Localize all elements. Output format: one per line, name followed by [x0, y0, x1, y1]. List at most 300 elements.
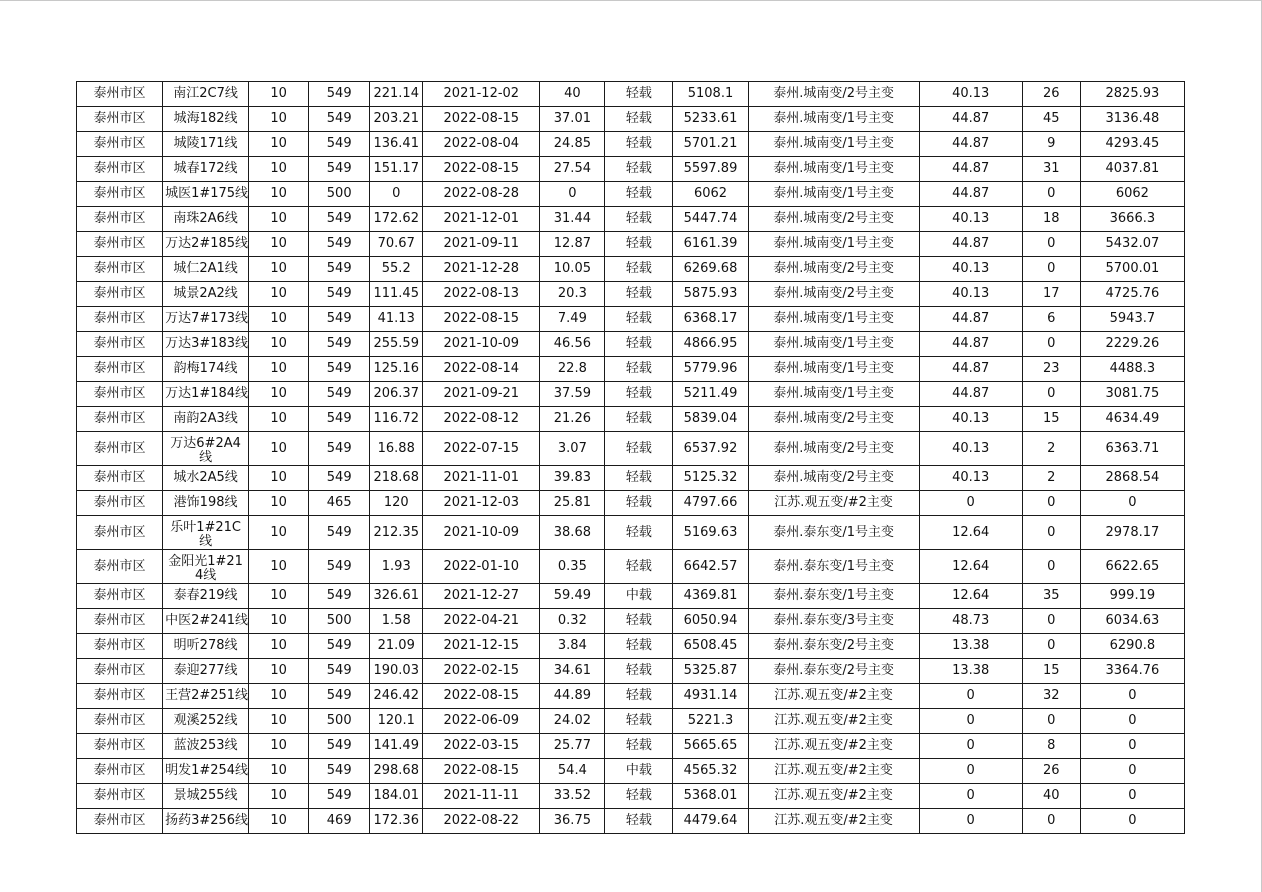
cell-remaining: 4488.3 [1080, 357, 1184, 382]
cell-line-name: 南韵2A3线 [163, 407, 249, 432]
cell-transformer: 泰州.泰东变/2号主变 [748, 634, 919, 659]
cell-transformer: 泰州.城南变/1号主变 [748, 382, 919, 407]
cell-margin: 4479.64 [673, 809, 748, 834]
cell-margin: 4866.95 [673, 332, 748, 357]
cell-voltage: 10 [249, 659, 309, 684]
cell-transformer: 泰州.城南变/1号主变 [748, 182, 919, 207]
cell-margin: 5665.65 [673, 734, 748, 759]
table-row [77, 257, 1185, 282]
table-row [77, 759, 1185, 784]
cell-date: 2021-12-01 [423, 207, 540, 232]
cell-count: 0 [1022, 516, 1080, 550]
cell-transformer: 江苏.观五变/#2主变 [748, 784, 919, 809]
cell-date: 2021-10-09 [423, 516, 540, 550]
cell-count: 0 [1022, 809, 1080, 834]
cell-margin: 5211.49 [673, 382, 748, 407]
table-row [77, 550, 1185, 584]
cell-transformer: 泰州.城南变/2号主变 [748, 432, 919, 466]
cell-current: 125.16 [370, 357, 423, 382]
cell-current: 326.61 [370, 584, 423, 609]
cell-transformer-load: 40.13 [919, 282, 1022, 307]
cell-remaining: 4725.76 [1080, 282, 1184, 307]
cell-voltage: 10 [249, 550, 309, 584]
cell-line-name: 明发1#254线 [163, 759, 249, 784]
cell-rated-capacity: 500 [309, 182, 370, 207]
cell-margin: 5368.01 [673, 784, 748, 809]
cell-line-name: 城景2A2线 [163, 282, 249, 307]
cell-remaining: 5700.01 [1080, 257, 1184, 282]
cell-load-rate: 10.05 [540, 257, 605, 282]
cell-transformer: 泰州.城南变/2号主变 [748, 257, 919, 282]
table-row [77, 584, 1185, 609]
cell-current: 70.67 [370, 232, 423, 257]
cell-load-rate: 33.52 [540, 784, 605, 809]
cell-count: 31 [1022, 157, 1080, 182]
cell-transformer-load: 44.87 [919, 307, 1022, 332]
cell-margin: 5779.96 [673, 357, 748, 382]
cell-rated-capacity: 549 [309, 107, 370, 132]
cell-area: 泰州市区 [77, 107, 163, 132]
cell-date: 2021-12-28 [423, 257, 540, 282]
cell-area: 泰州市区 [77, 491, 163, 516]
cell-count: 0 [1022, 257, 1080, 282]
cell-transformer-load: 40.13 [919, 82, 1022, 107]
cell-load-status: 轻载 [605, 182, 673, 207]
cell-area: 泰州市区 [77, 734, 163, 759]
cell-date: 2022-08-15 [423, 107, 540, 132]
cell-voltage: 10 [249, 709, 309, 734]
cell-count: 15 [1022, 407, 1080, 432]
cell-rated-capacity: 549 [309, 584, 370, 609]
cell-current: 111.45 [370, 282, 423, 307]
cell-rated-capacity: 549 [309, 516, 370, 550]
cell-remaining: 6290.8 [1080, 634, 1184, 659]
cell-margin: 5447.74 [673, 207, 748, 232]
cell-current: 120 [370, 491, 423, 516]
cell-load-rate: 21.26 [540, 407, 605, 432]
cell-line-name: 景城255线 [163, 784, 249, 809]
cell-load-status: 轻载 [605, 382, 673, 407]
cell-count: 2 [1022, 466, 1080, 491]
cell-rated-capacity: 549 [309, 157, 370, 182]
cell-load-rate: 37.59 [540, 382, 605, 407]
cell-date: 2022-08-22 [423, 809, 540, 834]
table-row [77, 659, 1185, 684]
cell-load-rate: 39.83 [540, 466, 605, 491]
cell-voltage: 10 [249, 182, 309, 207]
cell-line-name: 韵梅174线 [163, 357, 249, 382]
cell-load-status: 轻载 [605, 734, 673, 759]
cell-transformer-load: 0 [919, 784, 1022, 809]
cell-transformer-load: 40.13 [919, 407, 1022, 432]
table-row [77, 282, 1185, 307]
table-row [77, 734, 1185, 759]
cell-load-status: 轻载 [605, 82, 673, 107]
table-row [77, 784, 1185, 809]
cell-voltage: 10 [249, 157, 309, 182]
cell-load-rate: 24.85 [540, 132, 605, 157]
cell-rated-capacity: 549 [309, 432, 370, 466]
cell-load-status: 轻载 [605, 282, 673, 307]
cell-remaining: 3666.3 [1080, 207, 1184, 232]
cell-margin: 4797.66 [673, 491, 748, 516]
cell-margin: 4565.32 [673, 759, 748, 784]
table-body [77, 82, 1185, 834]
cell-date: 2022-08-15 [423, 759, 540, 784]
cell-date: 2022-08-04 [423, 132, 540, 157]
cell-load-status: 轻载 [605, 157, 673, 182]
cell-transformer-load: 44.87 [919, 357, 1022, 382]
cell-voltage: 10 [249, 357, 309, 382]
cell-load-rate: 37.01 [540, 107, 605, 132]
cell-rated-capacity: 549 [309, 382, 370, 407]
cell-rated-capacity: 549 [309, 784, 370, 809]
cell-transformer: 江苏.观五变/#2主变 [748, 734, 919, 759]
cell-voltage: 10 [249, 634, 309, 659]
cell-load-rate: 22.8 [540, 357, 605, 382]
table-row [77, 307, 1185, 332]
cell-voltage: 10 [249, 257, 309, 282]
cell-margin: 5875.93 [673, 282, 748, 307]
cell-current: 172.62 [370, 207, 423, 232]
cell-load-status: 轻载 [605, 516, 673, 550]
cell-current: 212.35 [370, 516, 423, 550]
cell-rated-capacity: 549 [309, 357, 370, 382]
cell-remaining: 2978.17 [1080, 516, 1184, 550]
cell-date: 2021-11-11 [423, 784, 540, 809]
cell-transformer-load: 0 [919, 759, 1022, 784]
cell-transformer-load: 0 [919, 709, 1022, 734]
cell-date: 2022-08-15 [423, 684, 540, 709]
cell-voltage: 10 [249, 232, 309, 257]
cell-remaining: 2868.54 [1080, 466, 1184, 491]
cell-transformer-load: 13.38 [919, 634, 1022, 659]
cell-voltage: 10 [249, 407, 309, 432]
cell-voltage: 10 [249, 382, 309, 407]
cell-area: 泰州市区 [77, 82, 163, 107]
cell-load-status: 轻载 [605, 634, 673, 659]
cell-transformer-load: 0 [919, 684, 1022, 709]
cell-margin: 6508.45 [673, 634, 748, 659]
cell-load-rate: 34.61 [540, 659, 605, 684]
cell-count: 0 [1022, 232, 1080, 257]
table-row [77, 466, 1185, 491]
cell-count: 6 [1022, 307, 1080, 332]
cell-transformer: 江苏.观五变/#2主变 [748, 759, 919, 784]
cell-transformer-load: 12.64 [919, 584, 1022, 609]
cell-load-rate: 46.56 [540, 332, 605, 357]
cell-transformer-load: 12.64 [919, 516, 1022, 550]
cell-area: 泰州市区 [77, 609, 163, 634]
cell-load-status: 轻载 [605, 784, 673, 809]
cell-voltage: 10 [249, 332, 309, 357]
cell-load-status: 轻载 [605, 609, 673, 634]
cell-count: 32 [1022, 684, 1080, 709]
cell-transformer-load: 44.87 [919, 157, 1022, 182]
cell-load-rate: 20.3 [540, 282, 605, 307]
table-row [77, 82, 1185, 107]
cell-date: 2022-01-10 [423, 550, 540, 584]
cell-current: 141.49 [370, 734, 423, 759]
cell-transformer-load: 13.38 [919, 659, 1022, 684]
cell-remaining: 6062 [1080, 182, 1184, 207]
cell-rated-capacity: 549 [309, 282, 370, 307]
cell-count: 26 [1022, 82, 1080, 107]
cell-remaining: 6363.71 [1080, 432, 1184, 466]
cell-remaining: 2825.93 [1080, 82, 1184, 107]
cell-voltage: 10 [249, 584, 309, 609]
table-row [77, 382, 1185, 407]
cell-margin: 6161.39 [673, 232, 748, 257]
cell-remaining: 0 [1080, 784, 1184, 809]
table-row [77, 809, 1185, 834]
cell-area: 泰州市区 [77, 432, 163, 466]
cell-date: 2022-07-15 [423, 432, 540, 466]
cell-area: 泰州市区 [77, 709, 163, 734]
cell-transformer-load: 0 [919, 491, 1022, 516]
table-row [77, 684, 1185, 709]
cell-current: 221.14 [370, 82, 423, 107]
cell-load-status: 轻载 [605, 466, 673, 491]
cell-rated-capacity: 549 [309, 734, 370, 759]
cell-date: 2021-09-11 [423, 232, 540, 257]
cell-line-name: 乐叶1#21C线 [163, 516, 249, 550]
table-row [77, 407, 1185, 432]
cell-transformer: 泰州.城南变/1号主变 [748, 232, 919, 257]
cell-area: 泰州市区 [77, 466, 163, 491]
cell-transformer-load: 44.87 [919, 182, 1022, 207]
cell-remaining: 4037.81 [1080, 157, 1184, 182]
cell-remaining: 3136.48 [1080, 107, 1184, 132]
cell-count: 0 [1022, 550, 1080, 584]
cell-margin: 5701.21 [673, 132, 748, 157]
cell-load-status: 轻载 [605, 432, 673, 466]
cell-line-name: 泰春219线 [163, 584, 249, 609]
cell-voltage: 10 [249, 132, 309, 157]
cell-remaining: 6622.65 [1080, 550, 1184, 584]
cell-load-rate: 40 [540, 82, 605, 107]
cell-voltage: 10 [249, 466, 309, 491]
cell-current: 116.72 [370, 407, 423, 432]
cell-current: 120.1 [370, 709, 423, 734]
cell-voltage: 10 [249, 734, 309, 759]
cell-load-status: 轻载 [605, 232, 673, 257]
cell-margin: 5233.61 [673, 107, 748, 132]
cell-count: 0 [1022, 634, 1080, 659]
cell-voltage: 10 [249, 809, 309, 834]
table-row [77, 357, 1185, 382]
cell-count: 18 [1022, 207, 1080, 232]
cell-load-status: 轻载 [605, 332, 673, 357]
cell-remaining: 0 [1080, 709, 1184, 734]
cell-area: 泰州市区 [77, 550, 163, 584]
cell-line-name: 万达1#184线 [163, 382, 249, 407]
cell-load-status: 中载 [605, 584, 673, 609]
cell-transformer: 泰州.城南变/2号主变 [748, 466, 919, 491]
cell-area: 泰州市区 [77, 257, 163, 282]
cell-transformer: 泰州.城南变/1号主变 [748, 107, 919, 132]
cell-current: 151.17 [370, 157, 423, 182]
cell-voltage: 10 [249, 609, 309, 634]
cell-line-name: 扬药3#256线 [163, 809, 249, 834]
cell-remaining: 0 [1080, 759, 1184, 784]
table-row [77, 609, 1185, 634]
cell-line-name: 万达6#2A4线 [163, 432, 249, 466]
cell-area: 泰州市区 [77, 332, 163, 357]
cell-count: 0 [1022, 709, 1080, 734]
cell-current: 55.2 [370, 257, 423, 282]
cell-date: 2022-06-09 [423, 709, 540, 734]
cell-rated-capacity: 549 [309, 550, 370, 584]
cell-area: 泰州市区 [77, 132, 163, 157]
table-row [77, 516, 1185, 550]
cell-rated-capacity: 549 [309, 634, 370, 659]
cell-count: 0 [1022, 382, 1080, 407]
cell-load-rate: 7.49 [540, 307, 605, 332]
cell-transformer: 泰州.泰东变/3号主变 [748, 609, 919, 634]
cell-load-rate: 54.4 [540, 759, 605, 784]
cell-load-rate: 27.54 [540, 157, 605, 182]
cell-date: 2022-08-13 [423, 282, 540, 307]
cell-current: 1.58 [370, 609, 423, 634]
cell-rated-capacity: 549 [309, 684, 370, 709]
cell-margin: 6269.68 [673, 257, 748, 282]
cell-voltage: 10 [249, 107, 309, 132]
cell-date: 2021-12-02 [423, 82, 540, 107]
cell-remaining: 0 [1080, 809, 1184, 834]
table-row [77, 634, 1185, 659]
cell-load-status: 轻载 [605, 709, 673, 734]
cell-load-rate: 38.68 [540, 516, 605, 550]
cell-load-status: 轻载 [605, 107, 673, 132]
table-row [77, 207, 1185, 232]
cell-line-name: 万达2#185线 [163, 232, 249, 257]
cell-date: 2021-12-27 [423, 584, 540, 609]
cell-count: 15 [1022, 659, 1080, 684]
cell-remaining: 5432.07 [1080, 232, 1184, 257]
cell-rated-capacity: 469 [309, 809, 370, 834]
table-row [77, 432, 1185, 466]
cell-transformer: 泰州.城南变/1号主变 [748, 332, 919, 357]
cell-line-name: 城仁2A1线 [163, 257, 249, 282]
cell-rated-capacity: 549 [309, 659, 370, 684]
cell-date: 2022-08-28 [423, 182, 540, 207]
cell-area: 泰州市区 [77, 784, 163, 809]
cell-load-rate: 0.35 [540, 550, 605, 584]
cell-current: 203.21 [370, 107, 423, 132]
table-row [77, 107, 1185, 132]
cell-load-status: 轻载 [605, 809, 673, 834]
cell-rated-capacity: 549 [309, 332, 370, 357]
cell-voltage: 10 [249, 207, 309, 232]
cell-load-status: 中载 [605, 759, 673, 784]
table-row [77, 132, 1185, 157]
cell-line-name: 明听278线 [163, 634, 249, 659]
cell-remaining: 999.19 [1080, 584, 1184, 609]
cell-remaining: 5943.7 [1080, 307, 1184, 332]
cell-date: 2022-08-14 [423, 357, 540, 382]
cell-load-rate: 36.75 [540, 809, 605, 834]
cell-rated-capacity: 500 [309, 709, 370, 734]
cell-date: 2021-12-15 [423, 634, 540, 659]
cell-transformer-load: 44.87 [919, 382, 1022, 407]
cell-load-rate: 24.02 [540, 709, 605, 734]
cell-line-name: 港饰198线 [163, 491, 249, 516]
cell-line-name: 南珠2A6线 [163, 207, 249, 232]
cell-margin: 6537.92 [673, 432, 748, 466]
cell-count: 8 [1022, 734, 1080, 759]
cell-load-status: 轻载 [605, 684, 673, 709]
cell-count: 0 [1022, 182, 1080, 207]
cell-rated-capacity: 465 [309, 491, 370, 516]
cell-transformer-load: 48.73 [919, 609, 1022, 634]
cell-load-rate: 12.87 [540, 232, 605, 257]
cell-rated-capacity: 549 [309, 207, 370, 232]
cell-load-rate: 31.44 [540, 207, 605, 232]
cell-transformer: 泰州.城南变/1号主变 [748, 157, 919, 182]
cell-area: 泰州市区 [77, 382, 163, 407]
table-row [77, 332, 1185, 357]
cell-rated-capacity: 549 [309, 82, 370, 107]
cell-transformer-load: 0 [919, 734, 1022, 759]
cell-current: 246.42 [370, 684, 423, 709]
cell-voltage: 10 [249, 491, 309, 516]
cell-count: 0 [1022, 609, 1080, 634]
cell-line-name: 城水2A5线 [163, 466, 249, 491]
cell-current: 41.13 [370, 307, 423, 332]
cell-transformer-load: 40.13 [919, 207, 1022, 232]
cell-line-name: 王营2#251线 [163, 684, 249, 709]
cell-line-name: 城海182线 [163, 107, 249, 132]
cell-transformer: 江苏.观五变/#2主变 [748, 709, 919, 734]
cell-line-name: 万达7#173线 [163, 307, 249, 332]
cell-voltage: 10 [249, 282, 309, 307]
cell-transformer-load: 40.13 [919, 432, 1022, 466]
cell-load-rate: 0.32 [540, 609, 605, 634]
cell-transformer-load: 44.87 [919, 232, 1022, 257]
cell-margin: 5221.3 [673, 709, 748, 734]
cell-margin: 6050.94 [673, 609, 748, 634]
cell-area: 泰州市区 [77, 516, 163, 550]
cell-date: 2021-11-01 [423, 466, 540, 491]
page-edge-top [0, 0, 1262, 1]
cell-remaining: 6034.63 [1080, 609, 1184, 634]
cell-transformer: 泰州.泰东变/2号主变 [748, 659, 919, 684]
cell-transformer: 江苏.观五变/#2主变 [748, 491, 919, 516]
cell-transformer: 泰州.城南变/2号主变 [748, 82, 919, 107]
data-table [76, 81, 1185, 834]
cell-date: 2021-09-21 [423, 382, 540, 407]
cell-area: 泰州市区 [77, 684, 163, 709]
cell-load-rate: 0 [540, 182, 605, 207]
cell-current: 184.01 [370, 784, 423, 809]
cell-transformer: 泰州.泰东变/1号主变 [748, 516, 919, 550]
cell-line-name: 万达3#183线 [163, 332, 249, 357]
cell-transformer-load: 40.13 [919, 466, 1022, 491]
cell-transformer: 江苏.观五变/#2主变 [748, 684, 919, 709]
cell-area: 泰州市区 [77, 809, 163, 834]
cell-current: 298.68 [370, 759, 423, 784]
cell-transformer: 泰州.城南变/1号主变 [748, 307, 919, 332]
cell-current: 21.09 [370, 634, 423, 659]
cell-margin: 5108.1 [673, 82, 748, 107]
cell-rated-capacity: 549 [309, 257, 370, 282]
cell-current: 136.41 [370, 132, 423, 157]
cell-load-status: 轻载 [605, 491, 673, 516]
cell-load-status: 轻载 [605, 550, 673, 584]
cell-voltage: 10 [249, 432, 309, 466]
cell-area: 泰州市区 [77, 307, 163, 332]
